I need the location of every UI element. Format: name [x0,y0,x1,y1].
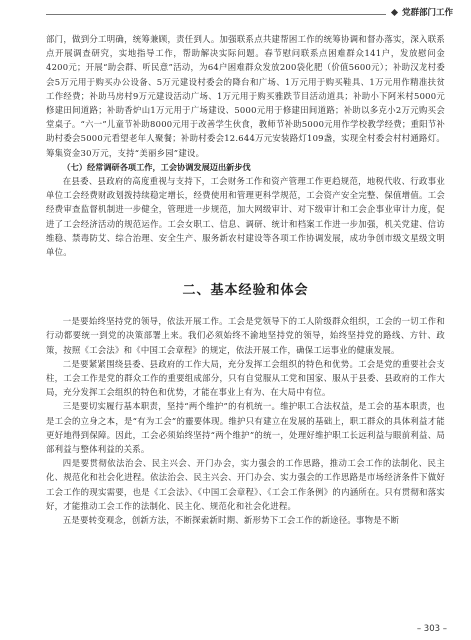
page-content [46,32,445,527]
body-paragraph: 一是要始终坚持党的领导，依法开展工作。工会是党领导下的工人阶级群众组织，工会的一切工作和行动都要统一到党的决策部署上来。我们必须始终不渝地坚持党的领导，始终坚持党的路线、方针、政策，按照《工会法》和《中国工会章程》的规定，依法开展工作，确保工运事业的健康发展。 [46,316,445,355]
subheading: （七）经常调研各项工作，工会协调发展迈出新步伐 [62,161,251,172]
body-paragraph: 二是要紧紧围绕县委、县政府的工作大局，充分发挥工会组织的特色和优势。工会是党的重要社会支柱，工会工作是党的群众工作的重要组成部分，只有自觉服从工党和国家、服从于县委、县政府的工作大局，充分发挥工会组织的特色和优势，才能在事业上有为、在大局中有位。 [46,358,445,398]
body-paragraph: 五是要转变观念，创新方法，不断探索新时期、新形势下工会工作的新途径。事物是不断 [62,515,400,526]
header-rule [46,14,386,15]
body-paragraph: 在县委、县政府的高度重视与支持下，工会财务工作和资产管理工作更趋规范，地税代收、行政事业单位工会经费财政划拨持续稳定增长，经费使用和管理更科学规范，工会资产安全完整、保值增值。工会经费审查监督机制进一步健全，管理进一步规范，加大网级审计、对下级审计和工会企事业审计力度，促进了工会经济活动的规范运作。工会女职工、信息、调研、统计和档案工作进一步加强，机关党建、信访维稳、禁毒防艾、综合治理、安全生产、服务新农村建设等各项工作协调发展，成功争创市级文星级文明单位。 [46,176,445,258]
running-header [392,6,453,18]
body-paragraph: 三是要切实履行基本职责，坚持“两个维护”的有机统一。维护职工合法权益，是工会的基本职责，也是工会的立身之本，是“有为工会”的靈要体现。维护只有建立在发展的基础上，职工群众的具体利益才能更好地得到保障。因此，工会必须始终坚持“两个维护”的统一，处理好维护职工长远利益与眼前利益、局部利益与整体利益的关系。 [46,401,445,455]
section-title: 二、基本经验和体会 [182,283,309,299]
body-paragraph: 部门，做到分工明确，统筹兼顾，责任到人。加强联系点共建帮困工作的统筹协调和督办落实，深入联系点开展调查研究，实地指导工作，帮助解决实际问题。春节慰问联系点困难群众141户，发放慰问金4200元；开展“助会群、听民意”活动，为64户困难群众发放200袋化肥（价值5600元）；补助汉龙村委会5万元用于购买办公设备、5万元建设村委会的降台和广场、1万元用于购买鞋具、1万元用作精准扶贫工作经费；补助马房村9万元建设活动广场、1万元用于购买雅跌节目活动道具；补助小下阿米村5000元修建田间道路；补助香炉山1万元用于广场建设、5000元用于修建田间道路；补助以多克小2万元购买会堂桌子。“六一”儿童节补助8000元用于改善学生伙食，教师节补助5000元用作学校教学经费；重阳节补助村委会5000元看望老年人聚餐；补助村委会12.644万元安装路灯109盏，实现全村委会村村通路灯。筹集资金30万元，支持“美丽乡园”建设。 [46,34,445,158]
header-diamond-icon [391,8,398,15]
body-paragraph: 四是要贯彻依法治会、民主兴会、开门办会，实力强会的工作思路，推动工会工作的法制化、民主化、规范化和社会化进程。依法治会、民主兴会、开门办会、实力强会的工作思路是市场经济条件下做好工会工作的现实需要，也是《工会法》、《中国工会章程》、《工会工作条例》的内涵所在。只有贯彻和落实好，才能推动工会工作的法制化、民主化、规范化和社会化进程。 [46,458,445,511]
page-number: – 303 – [416,624,447,634]
running-title: 党群部门工作 [401,8,453,18]
